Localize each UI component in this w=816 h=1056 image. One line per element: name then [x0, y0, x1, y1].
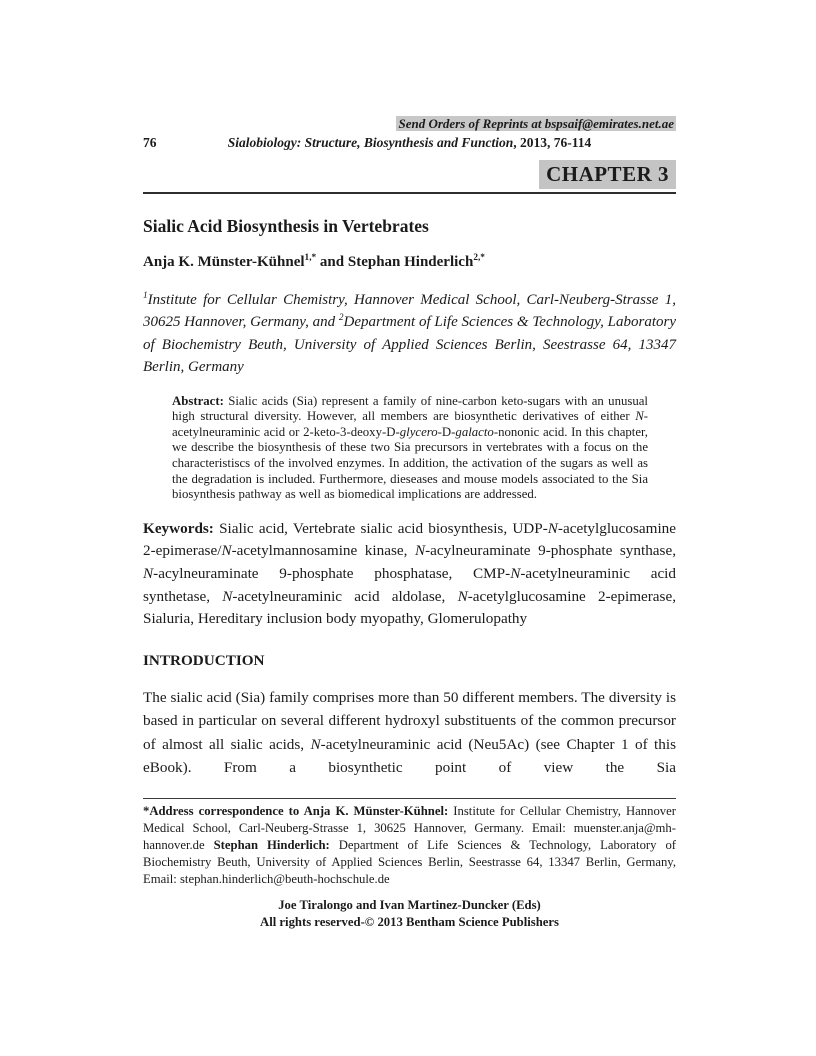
article-title: Sialic Acid Biosynthesis in Vertebrates: [143, 216, 429, 236]
introduction-heading: INTRODUCTION: [143, 651, 265, 669]
copyright-line: All rights reserved-© 2013 Bentham Science Publishers: [260, 914, 559, 929]
keywords-paragraph: Keywords: Sialic acid, Vertebrate sialic acid biosynthesis, UDP-N-acetylglucosamine 2-epimerase/N-acetylmannosamine kinase, N-acylneuraminate 9-phosphate synthase, N-acylneuraminate 9-phosphate phosphatase, CMP-N-acetylneuraminic acid synthetase, N-acetylneuraminic acid aldolase, N-acetylglucosamine 2-epimerase, Sialuria, Hereditary inclusion body myopathy, Glomerulopathy: [143, 519, 676, 628]
footer-lines: [143, 897, 676, 930]
affiliation: $^1$Institute for Cellular Chemistry, Hannover Medical School, Carl-Neuberg-Strasse 1, 30625 Hannover, Germany, and $^2$Department of Life Sciences & Technology, Laboratory of Biochemistry Beuth, University of Applied Sciences Berlin, Seestrasse 64, 13347 Berlin, Germany: [143, 291, 676, 376]
editors-line: Joe Tiralongo and Ivan Martinez-Duncker (Eds): [278, 898, 541, 913]
page-number: 76: [143, 135, 157, 150]
chapter-badge: CHAPTER 3: [539, 160, 676, 189]
running-head: [143, 134, 676, 151]
abstract-paragraph: Abstract: Sialic acids (Sia) represent a family of nine-carbon keto-sugars with an unusual high structural diversity. However, all members are biosynthetic derivatives of either N-acetylneuraminic acid or 2-keto-3-deoxy-D-glycero-D-galacto-nononic acid. In this chapter, we describe the biosynthesis of these two Sia precursors in vertebrates with a focus on the characteristiscs of the involved enzymes. In addition, the activation of the sugars as well as the degradation is included. Furthermore, dieseases and mouse models associated to the Sia biosynthesis pathway as well as biomedical implications are addressed.: [172, 393, 648, 502]
authors-line: Anja K. Münster-Kühnel$^{1,*}$ and Stephan Hinderlich$^{2,*}$: [143, 253, 485, 270]
running-title: Sialobiology: Structure, Biosynthesis and Function, 2013, 76-114: [227, 135, 592, 150]
reprint-notice: Send Orders of Reprints at bspsaif@emirates.net.ae: [398, 116, 674, 131]
reprint-notice-row: [143, 116, 676, 132]
footnote-rule: [143, 798, 676, 799]
footnote-text: *Address correspondence to Anja K. Münster-Kühnel: Institute for Cellular Chemistry, Hannover Medical School, Carl-Neuberg-Strasse 1, 30625 Hannover, Germany. Email: muenster.anja@mh-hannover.de Stephan Hinderlich: Department of Life Sciences & Technology, Laboratory of Biochemistry Beuth, University of Applied Sciences Berlin, Seestrasse 64, 13347 Berlin, Germany, Email: stephan.hinderlich@beuth-hochschule.de: [143, 804, 677, 887]
chapter-row: [143, 160, 676, 189]
introduction-paragraph: The sialic acid (Sia) family comprises more than 50 different members. The diversity is based in particular on several different hydroxyl substituents of the common precursor of almost all sialic acids, N-acetylneuraminic acid (Neu5Ac) (see Chapter 1 of this eBook). From a biosynthetic point of view the Sia: [143, 688, 676, 776]
header-rule: [143, 192, 676, 194]
